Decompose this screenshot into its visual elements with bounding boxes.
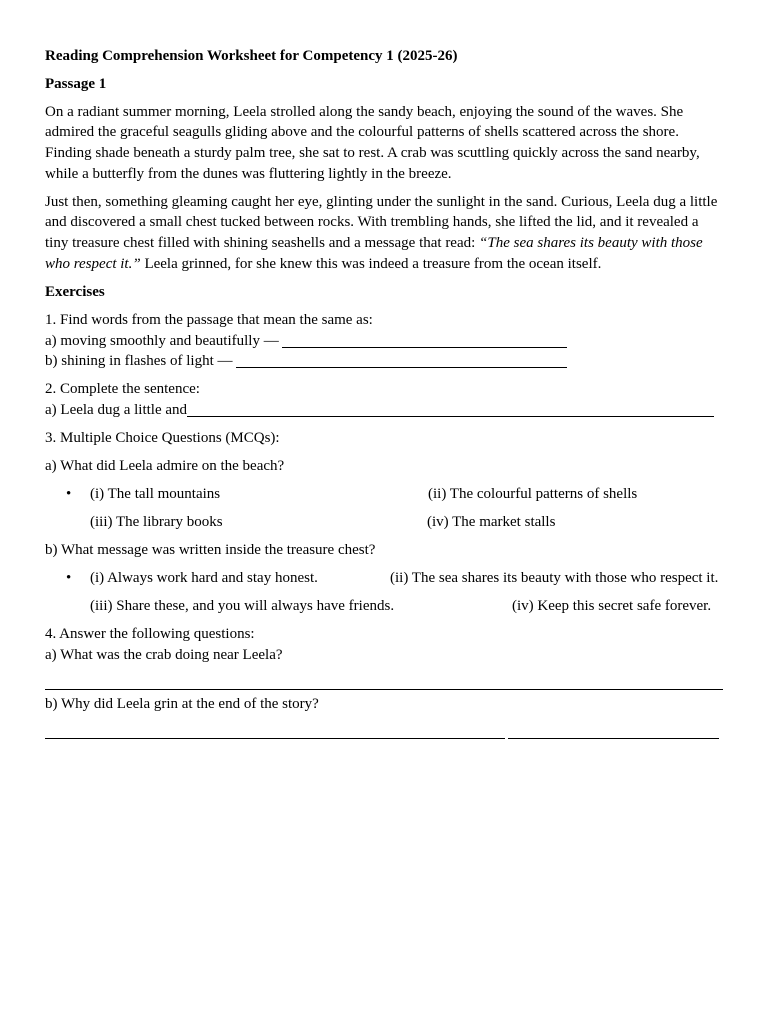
answer-line-4b [45, 714, 723, 737]
answer-blank [187, 402, 714, 417]
question-2a-text: a) Leela dug a little and [45, 401, 188, 418]
passage-paragraph-2 [45, 192, 723, 275]
option-3a-ii: (ii) The colourful patterns of shells [428, 485, 638, 502]
question-4b: b) Why did Leela grin at the end of the story? [45, 695, 319, 712]
question-2 [45, 379, 723, 420]
bullet-icon: • [66, 569, 72, 586]
answer-line-4a [45, 665, 723, 690]
paragraph-2-quote: “The sea shares its beauty with those who respect it.” [45, 235, 703, 272]
question-1-prompt: 1. Find words from the passage that mean the same as: [45, 311, 373, 328]
worksheet-content [45, 46, 723, 738]
answer-blank [282, 333, 567, 348]
question-3b: b) What message was written inside the treasure chest? [45, 541, 376, 558]
question-2-prompt: 2. Complete the sentence: [45, 381, 200, 398]
exercises-heading: Exercises [45, 283, 105, 300]
question-2a [45, 400, 723, 421]
question-3a-options-row-1 [45, 484, 723, 505]
option-3b-iv: (iv) Keep this secret safe forever. [512, 597, 712, 614]
passage-heading: Passage 1 [45, 75, 107, 92]
question-3a-options-row-2 [45, 512, 723, 533]
question-1b-text: b) shining in flashes of light — [45, 353, 233, 370]
question-3a: a) What did Leela admire on the beach? [45, 457, 285, 474]
question-1a-text: a) moving smoothly and beautifully — [45, 332, 279, 349]
option-3b-iii: (iii) Share these, and you will always have friends. [90, 597, 395, 614]
option-3a-iv: (iv) The market stalls [427, 513, 556, 530]
question-1a [45, 331, 723, 352]
passage-paragraph-1: On a radiant summer morning, Leela strolled along the sandy beach, enjoying the sound of the waves. She admired the graceful seagulls gliding above and the colourful patterns of shells scattered across the shore. Finding shade beneath a sturdy palm tree, she sat to rest. A crab was scuttling quickly across the sand nearby, while a butterfly from the dunes was fluttering lightly in the breeze. [45, 103, 700, 182]
question-3b-options-row-1 [45, 568, 723, 589]
paragraph-2-text: Just then, something gleaming caught her eye, glinting under the sunlight in the sand. Curious, Leela dug a little and discovered a small chest tucked between rocks. With trembling hands, she lifted the lid, and it revealed a tiny treasure chest filled with shining seashells and a message that read: [45, 193, 718, 252]
question-1 [45, 310, 723, 372]
bullet-icon: • [66, 485, 72, 502]
answer-blank [236, 353, 567, 368]
question-4 [45, 624, 723, 738]
paragraph-2-closing: Leela grinned, for she knew this was indeed a treasure from the ocean itself. [144, 255, 602, 272]
answer-line-segment [45, 714, 505, 738]
option-3a-i: (i) The tall mountains [90, 485, 221, 502]
option-3a-iii: (iii) The library books [90, 513, 223, 530]
question-1b [45, 351, 723, 372]
answer-line-segment [508, 714, 719, 738]
question-4-prompt: 4. Answer the following questions: [45, 625, 255, 642]
worksheet-title: Reading Comprehension Worksheet for Competency 1 (2025-26) [45, 47, 458, 64]
question-3-prompt: 3. Multiple Choice Questions (MCQs): [45, 429, 280, 446]
question-4a: a) What was the crab doing near Leela? [45, 646, 283, 663]
option-3b-ii: (ii) The sea shares its beauty with those who respect it. [390, 569, 719, 586]
question-3b-options-row-2 [45, 596, 723, 617]
option-3b-i: (i) Always work hard and stay honest. [90, 569, 318, 586]
